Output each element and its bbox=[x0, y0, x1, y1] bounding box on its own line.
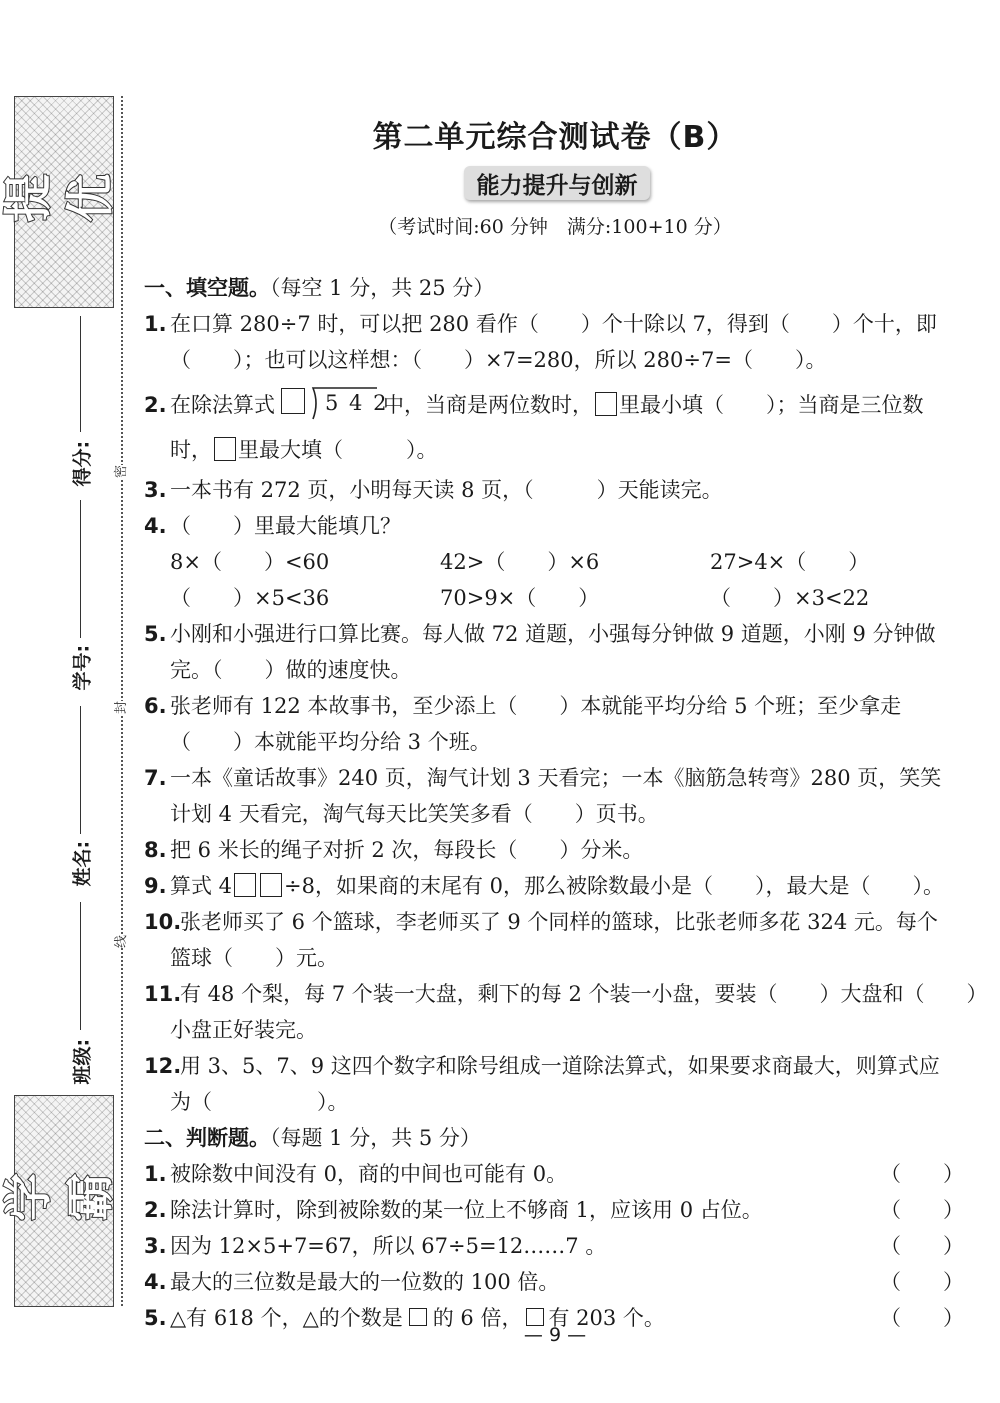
q5-line-a bbox=[144, 616, 972, 652]
q2-line-a bbox=[144, 378, 972, 432]
fold-char-mi: 密 bbox=[110, 465, 129, 478]
judge-answer-blank: （ ） bbox=[880, 1234, 964, 1258]
q11-text-a: 有 48 个梨，每 7 个装一大盘，剩下的每 2 个装一小盘，要装（ ）大盘和（ ） bbox=[180, 982, 988, 1006]
q12-line-b: 为（ ）。 bbox=[170, 1090, 349, 1114]
score-label: 得分: bbox=[71, 440, 94, 487]
q3-text: 一本书有 272 页，小明每天读 8 页，（ ）天能读完。 bbox=[170, 478, 723, 502]
q9-text-pre: 算式 4 bbox=[170, 874, 233, 898]
q4-line bbox=[144, 508, 972, 544]
blank-square bbox=[234, 873, 256, 897]
q2-text-post: 里最小填（ ）；当商是三位数 bbox=[619, 393, 924, 417]
section1-note: （每空 1 分，共 25 分） bbox=[270, 276, 495, 300]
badge-bottom bbox=[2, 1095, 126, 1307]
judge-q2-number: 2. bbox=[144, 1198, 167, 1222]
divisor-box bbox=[281, 388, 305, 414]
q3-line bbox=[144, 472, 972, 508]
page-title: 第二单元综合测试卷（B） bbox=[372, 120, 738, 155]
q12-text-a: 用 3、5、7、9 这四个数字和除号组成一道除法算式，如果要求商最大，则算式应 bbox=[180, 1054, 940, 1078]
q1-number: 1. bbox=[144, 312, 167, 336]
judge-q3-text: 因为 12×5+7=67，所以 67÷5=12……7 。 bbox=[170, 1234, 607, 1258]
q4-item: 8×（ ）<60 bbox=[170, 550, 330, 574]
q9-line bbox=[144, 868, 972, 904]
q10-line-b: 篮球（ ）元。 bbox=[170, 946, 338, 970]
judge-q5-number: 5. bbox=[144, 1306, 167, 1330]
judge-q1-number: 1. bbox=[144, 1162, 167, 1186]
question-content bbox=[144, 270, 988, 1336]
q8-line bbox=[144, 832, 972, 868]
q2-b-post: 里最大填（ ）。 bbox=[238, 438, 438, 462]
section2-heading bbox=[144, 1120, 972, 1156]
student-id-line bbox=[80, 500, 81, 638]
badge-top bbox=[2, 96, 126, 308]
page-number: — 9 — bbox=[523, 1324, 587, 1346]
q11-number: 11. bbox=[144, 982, 182, 1006]
q1-line-a bbox=[144, 306, 972, 342]
judge-q3 bbox=[144, 1228, 972, 1264]
judge-q2-text: 除法计算时，除到被除数的某一位上不够商 1，应该用 0 占位。 bbox=[170, 1198, 763, 1222]
q5-line-b: 完。（ ）做的速度快。 bbox=[170, 658, 412, 682]
q9-text-post: ÷8，如果商的末尾有 0，那么被除数最小是（ ），最大是（ ）。 bbox=[284, 874, 945, 898]
q4-text: （ ）里最大能填几？ bbox=[170, 514, 401, 538]
q2-number: 2. bbox=[144, 393, 167, 417]
q4-item: 27>4×（ ） bbox=[710, 550, 870, 574]
judge-q4 bbox=[144, 1264, 972, 1300]
section1-title: 一、填空题。 bbox=[144, 276, 270, 300]
q6-text-a: 张老师有 122 本故事书，至少添上（ ）本就能平均分给 5 个班；至少拿走 bbox=[170, 694, 902, 718]
q4-number: 4. bbox=[144, 514, 167, 538]
q3-number: 3. bbox=[144, 478, 167, 502]
q4-item: （ ）×5<36 bbox=[170, 586, 330, 610]
q4-row-1 bbox=[144, 544, 972, 580]
q7-number: 7. bbox=[144, 766, 167, 790]
q2-text-pre: 在除法算式 bbox=[170, 393, 275, 417]
q9-number: 9. bbox=[144, 874, 167, 898]
blank-square bbox=[260, 873, 282, 897]
judge-q2 bbox=[144, 1192, 972, 1228]
section2-note: （每题 1 分，共 5 分） bbox=[270, 1126, 481, 1150]
judge-q1-text: 被除数中间没有 0，商的中间也可能有 0。 bbox=[170, 1162, 568, 1186]
blank-square bbox=[214, 437, 236, 461]
q10-text-a: 张老师买了 6 个篮球，李老师买了 9 个同样的篮球，比张老师多花 324 元。每个 bbox=[180, 910, 938, 934]
q1-text-a: 在口算 280÷7 时，可以把 280 看作（ ）个十除以 7，得到（ ）个十，即 bbox=[170, 312, 937, 336]
q2-line-b bbox=[144, 432, 972, 472]
name-label: 姓名: bbox=[71, 840, 94, 887]
q10-line-a bbox=[144, 904, 972, 940]
q5-text-a: 小刚和小强进行口算比赛。每人做 72 道题，小强每分钟做 9 道题，小刚 9 分钟做 bbox=[170, 622, 936, 646]
subtitle-badge bbox=[464, 166, 650, 200]
judge-answer-blank: （ ） bbox=[880, 1198, 964, 1222]
q2-b-pre: 时， bbox=[170, 438, 212, 462]
q4-item: （ ）×3<22 bbox=[710, 586, 870, 610]
badge-bottom-text: 学霸 bbox=[2, 1173, 126, 1230]
q5-number: 5. bbox=[144, 622, 167, 646]
judge-q5-text-pre: △有 618 个，△的个数是 bbox=[170, 1306, 403, 1330]
student-id-label: 学号: bbox=[71, 644, 94, 691]
judge-answer-blank: （ ） bbox=[880, 1270, 964, 1294]
judge-q4-number: 4. bbox=[144, 1270, 167, 1294]
section2-title: 二、判断题。 bbox=[144, 1126, 270, 1150]
badge-top-text: 提优 bbox=[2, 174, 126, 231]
judge-q4-text: 最大的三位数是最大的一位数的 100 倍。 bbox=[170, 1270, 560, 1294]
q4-item: 42>（ ）×6 bbox=[440, 550, 600, 574]
section1-heading bbox=[144, 270, 972, 306]
q6-line-a bbox=[144, 688, 972, 724]
judge-q5-text-post: 有 203 个。 bbox=[548, 1306, 665, 1330]
q6-line-b: （ ）本就能平均分给 3 个班。 bbox=[170, 730, 491, 754]
long-division-box bbox=[281, 386, 389, 420]
judge-q5-text-mid: 的 6 倍， bbox=[432, 1306, 523, 1330]
q4-row-2 bbox=[144, 580, 972, 616]
subtitle-text: 能力提升与创新 bbox=[476, 172, 638, 199]
q7-line-a bbox=[144, 760, 972, 796]
fold-char-feng: 封 bbox=[110, 701, 129, 714]
class-label: 班级: bbox=[71, 1038, 94, 1085]
q4-item: 70>9×（ ） bbox=[440, 586, 600, 610]
judge-q1 bbox=[144, 1156, 972, 1192]
exam-info: （考试时间:60 分钟 满分:100+10 分） bbox=[378, 216, 732, 238]
judge-q3-number: 3. bbox=[144, 1234, 167, 1258]
q8-number: 8. bbox=[144, 838, 167, 862]
score-line bbox=[80, 316, 81, 432]
judge-answer-blank: （ ） bbox=[880, 1162, 964, 1186]
q12-line-a bbox=[144, 1048, 972, 1084]
dividend: 5 4 2 bbox=[325, 391, 389, 415]
q7-line-b: 计划 4 天看完，淘气每天比笑笑多看（ ）页书。 bbox=[170, 802, 659, 826]
q10-number: 10. bbox=[144, 910, 182, 934]
q8-text: 把 6 米长的绳子对折 2 次，每段长（ ）分米。 bbox=[170, 838, 644, 862]
name-line bbox=[80, 706, 81, 834]
q11-line-a bbox=[144, 976, 988, 1012]
blank-square bbox=[595, 392, 617, 416]
q11-line-b: 小盘正好装完。 bbox=[170, 1018, 317, 1042]
q6-number: 6. bbox=[144, 694, 167, 718]
fold-char-xian: 线 bbox=[110, 935, 129, 948]
q7-text-a: 一本《童话故事》240 页，淘气计划 3 天看完；一本《脑筋急转弯》280 页，笑笑 bbox=[170, 766, 942, 790]
judge-answer-blank: （ ） bbox=[880, 1306, 964, 1330]
q2-text-mid: 中，当商是两位数时， bbox=[383, 393, 593, 417]
q1-line-b: （ ）；也可以这样想：（ ）×7=280，所以 280÷7=（ ）。 bbox=[170, 348, 827, 372]
class-line bbox=[80, 902, 81, 1030]
q12-number: 12. bbox=[144, 1054, 182, 1078]
